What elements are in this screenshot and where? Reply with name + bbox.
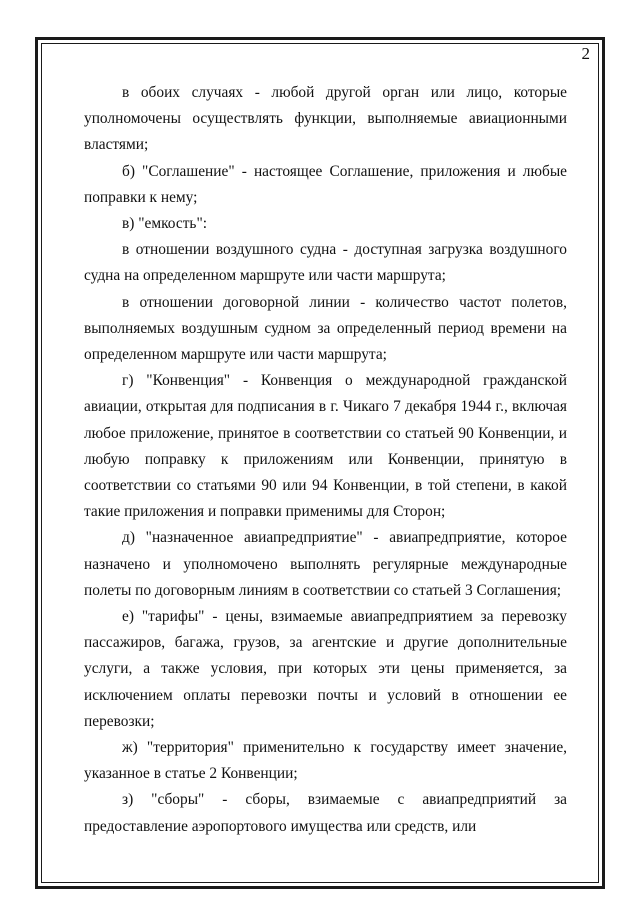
- paragraph-territory-definition: ж) "территория" применительно к государству имеет значение, указанное в статье 2 Конвенции;: [84, 739, 567, 783]
- paragraph-tariffs-definition: е) "тарифы" - цены, взимаемые авиапредприятием за перевозку пассажиров, багажа, грузов, за агентские и другие дополнительные услуги, а также условия, при которых эти цены применяется, за исключением оплаты перевозки почты и условий в отношении ее перевозки;: [84, 608, 567, 730]
- paragraph-authorities: в обоих случаях - любой другой орган или лицо, которые уполномочены осуществлять функции, выполняемые авиационными властями;: [84, 84, 567, 154]
- paragraph-charges-definition: з) "сборы" - сборы, взимаемые с авиапредприятий за предоставление аэропортового имущества или средств, или: [84, 791, 567, 835]
- page-number: 2: [581, 44, 590, 63]
- paragraph-capacity-agreed-service: в отношении договорной линии - количество частот полетов, выполняемых воздушным судном за определенный период времени на определенном маршруте или части маршрута;: [84, 293, 567, 364]
- paragraph-designated-airline-definition: д) "назначенное авиапредприятие" - авиапредприятие, которое назначено и уполномочено выполнять регулярные международные полеты по договорным линиям в соответствии со статьей 3 Соглашения;: [84, 529, 567, 599]
- paragraph-agreement-definition: б) "Соглашение" - настоящее Соглашение, приложения и любые поправки к нему;: [84, 162, 567, 206]
- paragraph-capacity-heading: в) "емкость":: [122, 215, 208, 233]
- paragraph-convention-definition: г) "Конвенция" - Конвенция о международной гражданской авиации, открытая для подписания в г. Чикаго 7 декабря 1944 г., включая любое приложение, принятое в соответствии со статьей 90 Конвенции, и любую поправку к приложениям или Конвенции, принятую в соответствии со статьями 90 или 94 Конвенции, в той степени, в какой такие приложения и поправки применимы для Сторон;: [84, 372, 567, 521]
- document-body: [84, 80, 567, 840]
- paragraph-capacity-aircraft: в отношении воздушного судна - доступная загрузка воздушного судна на определенном маршруте или части маршрута;: [84, 241, 567, 285]
